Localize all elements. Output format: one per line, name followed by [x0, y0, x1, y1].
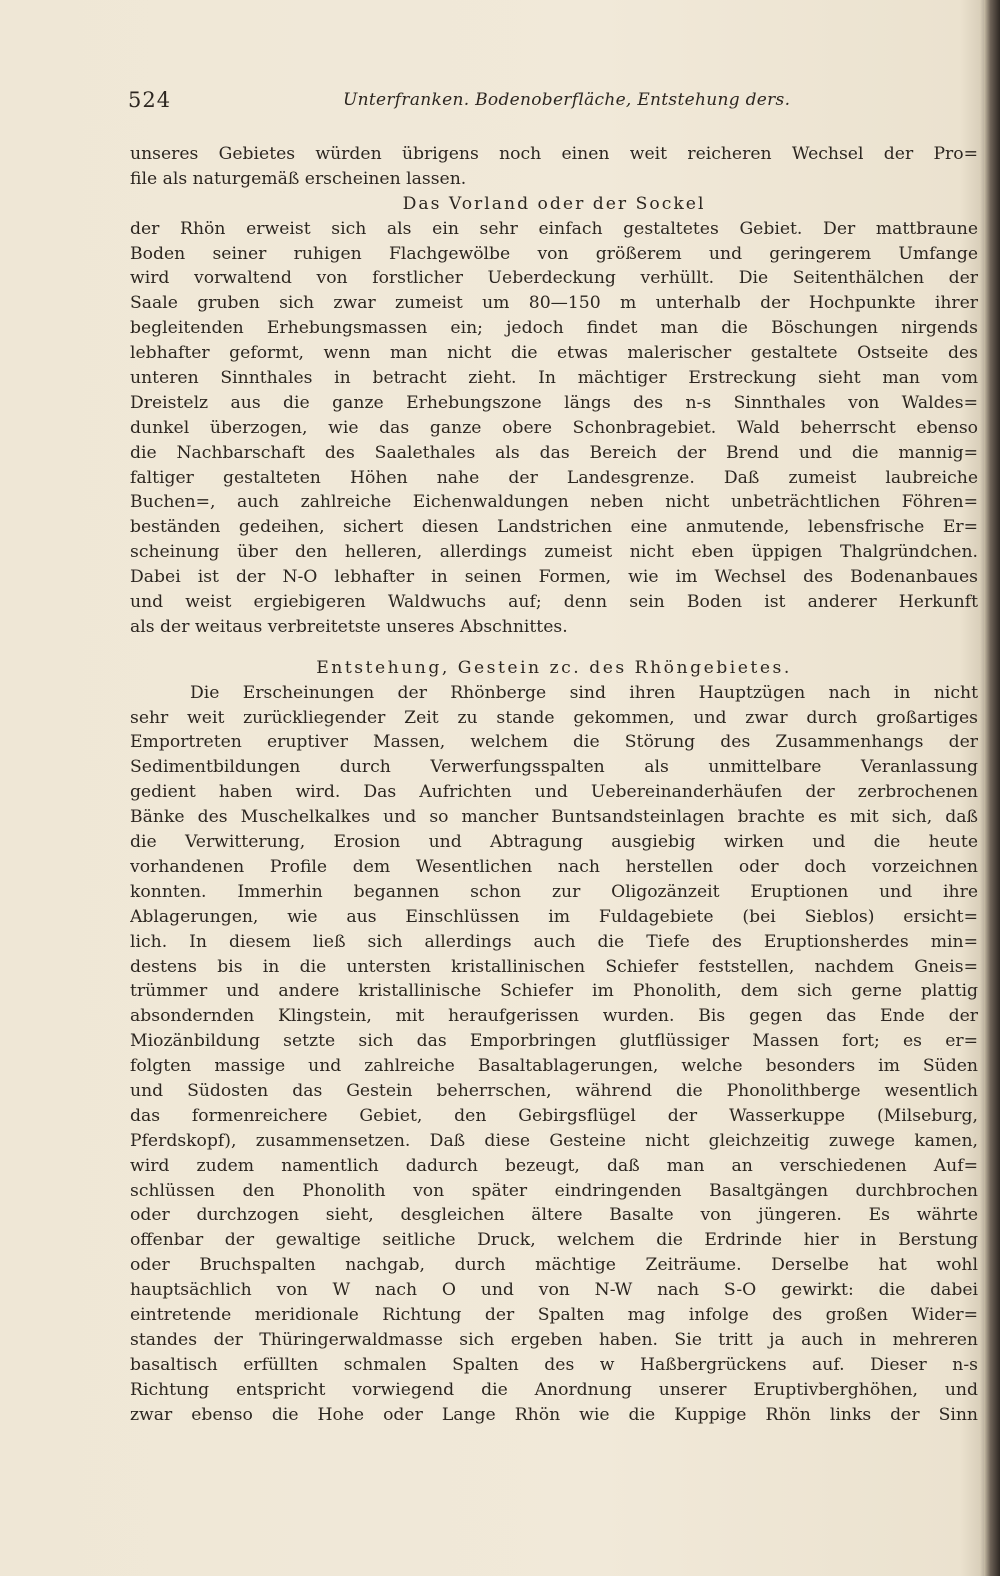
text-line: Buchen=, auch zahlreiche Eichenwaldungen neben nicht unbeträchtlichen Föhren= [130, 492, 978, 513]
body-text [130, 142, 978, 1427]
text-line: unseres Gebietes würden übrigens noch einen weit reicheren Wechsel der Pro= [130, 144, 978, 164]
text-line: Dreistelz aus die ganze Erhebungszone längs des n-s Sinnthales von Waldes= [130, 392, 978, 413]
text-line: unteren Sinnthales in betracht zieht. In mächtiger Erstreckung sieht man vom [130, 368, 978, 389]
text-line: das formenreichere Gebiet, den Gebirgsflügel der Wasserkuppe (Milseburg, [130, 1105, 978, 1126]
text-line: Saale gruben sich zwar zumeist um 80—150 m unterhalb der Hochpunkte ihrer [130, 293, 978, 314]
section-heading-vorland: Das Vorland oder der Sockel [402, 193, 706, 214]
text-line: Die Erscheinungen der Rhönberge sind ihren Hauptzügen nach in nicht [190, 682, 978, 703]
text-line: Bänke des Muschelkalkes und so mancher Buntsandsteinlagen brachte es mit sich, daß [130, 807, 978, 828]
text-line: offenbar der gewaltige seitliche Druck, welchem die Erdrinde hier in Berstung [130, 1230, 978, 1251]
text-line: eintretende meridionale Richtung der Spalten mag infolge des großen Wider= [130, 1304, 978, 1325]
running-head: Unterfranken. Bodenoberfläche, Entstehung ders. [343, 90, 791, 110]
text-line: oder Bruchspalten nachgab, durch mächtige Zeiträume. Derselbe hat wohl [130, 1255, 978, 1276]
text-line: wird zudem namentlich dadurch bezeugt, daß man an verschiedenen Auf= [130, 1155, 978, 1176]
text-line: destens bis in die untersten kristallinischen Schiefer feststellen, nachdem Gneis= [130, 956, 978, 977]
text-line: Sedimentbildungen durch Verwerfungsspalten als unmittelbare Veranlassung [130, 757, 978, 778]
text-line: trümmer und andere kristallinische Schiefer im Phonolith, dem sich gerne plattig [130, 981, 978, 1002]
text-line: beständen gedeihen, sichert diesen Landstrichen eine anmutende, lebensfrische Er= [130, 517, 978, 538]
text-line: standes der Thüringerwaldmasse sich ergeben haben. Sie tritt ja auch in mehreren [130, 1329, 978, 1350]
page-header [128, 88, 958, 118]
text-line: hauptsächlich von W nach O und von N-W nach S-O gewirkt: die dabei [130, 1280, 978, 1301]
text-line: Miozänbildung setzte sich das Emporbringen glutflüssiger Massen fort; es er= [130, 1031, 978, 1052]
text-line: Ablagerungen, wie aus Einschlüssen im Fuldagebiete (bei Sieblos) ersicht= [130, 906, 978, 927]
text-line: sehr weit zurückliegender Zeit zu stande gekommen, und zwar durch großartiges [130, 707, 978, 728]
text-line: dunkel überzogen, wie das ganze obere Schonbragebiet. Wald beherrscht ebenso [130, 417, 978, 438]
text-line: scheinung über den helleren, allerdings zumeist nicht eben üppigen Thalgründchen. [130, 542, 978, 563]
text-line: und weist ergiebigeren Waldwuchs auf; denn sein Boden ist anderer Herkunft [130, 592, 978, 613]
text-line: lich. In diesem ließ sich allerdings auch die Tiefe des Eruptionsherdes min= [130, 931, 978, 952]
text-line: folgten massige und zahlreiche Basaltablagerungen, welche besonders im Süden [130, 1056, 978, 1077]
text-line: Dabei ist der N-O lebhafter in seinen Formen, wie im Wechsel des Bodenanbaues [130, 567, 978, 588]
text-line: absondernden Klingstein, mit heraufgerissen wurden. Bis gegen das Ende der [130, 1006, 978, 1027]
section-heading-entstehung: Entstehung, Gestein zc. des Rhöngebietes. [316, 657, 792, 678]
text-line: der Rhön erweist sich als ein sehr einfach gestaltetes Gebiet. Der mattbraune [130, 218, 978, 239]
page-edge-shadow [984, 0, 1000, 1576]
text-line: als der weitaus verbreitetste unseres Abschnittes. [130, 616, 568, 637]
text-line: Richtung entspricht vorwiegend die Anordnung unserer Eruptivberghöhen, und [130, 1379, 978, 1400]
text-line: schlüssen den Phonolith von später eindringenden Basaltgängen durchbrochen [130, 1180, 978, 1201]
text-line: faltiger gestalteten Höhen nahe der Landesgrenze. Daß zumeist laubreiche [130, 467, 978, 488]
text-line: file als naturgemäß erscheinen lassen. [130, 168, 467, 189]
text-line: die Nachbarschaft des Saalethales als das Bereich der Brend und die mannig= [130, 442, 978, 463]
text-line: gedient haben wird. Das Aufrichten und Uebereinanderhäufen der zerbrochenen [130, 782, 978, 803]
section-spacer [130, 640, 978, 656]
text-line: vorhandenen Profile dem Wesentlichen nach herstellen oder doch vorzeichnen [130, 856, 978, 877]
text-line: Pferdskopf), zusammensetzen. Daß diese Gesteine nicht gleichzeitig zuwege kamen, [130, 1130, 978, 1151]
text-line: Boden seiner ruhigen Flachgewölbe von größerem und geringerem Umfange [130, 243, 978, 264]
text-line: begleitenden Erhebungsmassen ein; jedoch findet man die Böschungen nirgends [130, 318, 978, 339]
text-line: lebhafter geformt, wenn man nicht die etwas malerischer gestaltete Ostseite des [130, 343, 978, 364]
text-line: basaltisch erfüllten schmalen Spalten des w Haßbergrückens auf. Dieser n-s [130, 1354, 978, 1375]
page-number: 524 [128, 88, 172, 112]
text-line: wird vorwaltend von forstlicher Ueberdeckung verhüllt. Die Seitenthälchen der [130, 268, 978, 289]
text-line: zwar ebenso die Hohe oder Lange Rhön wie die Kuppige Rhön links der Sinn [130, 1404, 978, 1425]
text-line: die Verwitterung, Erosion und Abtragung ausgiebig wirken und die heute [130, 832, 978, 853]
text-line: Emportreten eruptiver Massen, welchem die Störung des Zusammenhangs der [130, 732, 978, 753]
text-line: oder durchzogen sieht, desgleichen ältere Basalte von jüngeren. Es währte [130, 1205, 978, 1226]
text-line: und Südosten das Gestein beherrschen, während die Phonolithberge wesentlich [130, 1080, 978, 1101]
text-line: konnten. Immerhin begannen schon zur Oligozänzeit Eruptionen und ihre [130, 881, 978, 902]
